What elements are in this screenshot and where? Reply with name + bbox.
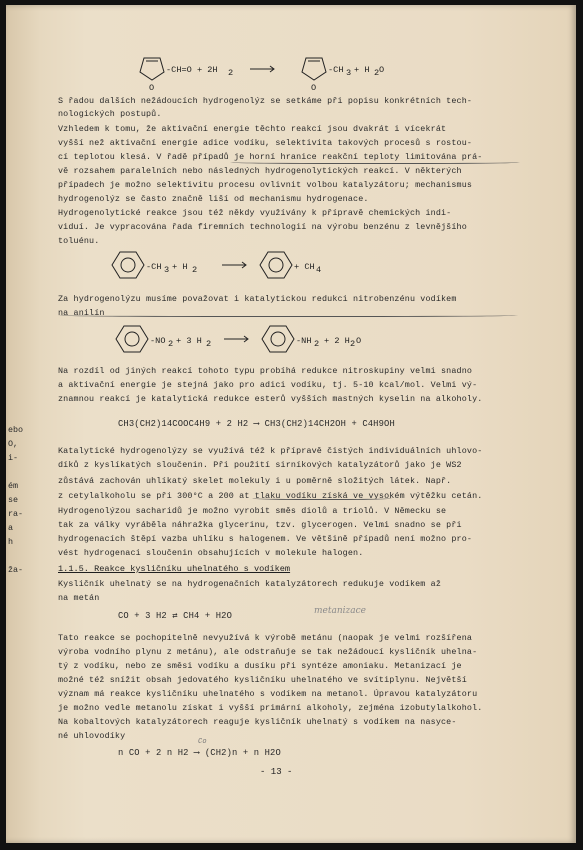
formula-text: -CH bbox=[146, 262, 162, 272]
margin-fragment: h bbox=[8, 537, 14, 547]
formula-methanation: CO + 3 H2 ⇄ CH4 + H2O bbox=[118, 611, 233, 621]
formula-nitrobenzene bbox=[114, 322, 414, 358]
formula-text: + H bbox=[172, 262, 188, 272]
text-line: nologických postupů. bbox=[58, 109, 162, 119]
margin-fragment: a bbox=[8, 523, 14, 533]
subscript: 2 bbox=[228, 68, 234, 78]
formula-ester-reduction: CH3(CH2)14COOC4H9 + 2 H2 ⟶ CH3(CH2)14CH2OH + C4H9OH bbox=[118, 419, 395, 429]
margin-fragment: ra- bbox=[8, 509, 24, 519]
pen-underline bbox=[252, 496, 392, 500]
formula-text: O bbox=[356, 336, 362, 346]
reaction-arrow bbox=[224, 336, 248, 342]
text-line: zůstává zachován uhlíkatý skelet molekuly i u poměrně složitých látek. Např. bbox=[58, 476, 452, 486]
formula-text: -CH=O + 2H bbox=[166, 65, 218, 75]
text-line: případech je možno selektivitu procesu ovlivnit volbou katalyzátoru; mechanismus bbox=[58, 180, 473, 190]
margin-fragment: i- bbox=[8, 453, 19, 463]
formula-text: -NO bbox=[150, 336, 166, 346]
margin-fragment: ža- bbox=[8, 565, 24, 575]
reaction-arrow bbox=[250, 66, 274, 72]
text-line: S řadou dalších nežádoucích hydrogenolýz se setkáme při popisu konkrétních tech- bbox=[58, 96, 473, 106]
formula-text: + 2 H bbox=[324, 336, 350, 346]
text-line: tak za války vyráběla náhražka glycerinu, tzv. glycerogen. Velmi snadno se při bbox=[58, 520, 462, 530]
margin-fragment: O, bbox=[8, 439, 19, 449]
text-line: Na rozdíl od jiných reakcí tohoto typu probíhá redukce nitroskupiny velmi snadno bbox=[58, 366, 473, 376]
formula-text: O bbox=[379, 65, 385, 75]
text-line: díků z kyslíkatých sloučenin. Při použití sirníkových katalyzátorů jako je WS2 bbox=[58, 460, 462, 470]
text-line: Na kobaltových katalyzátorech reaguje kysličník uhelnatý s vodíkem na nasyce- bbox=[58, 717, 457, 727]
text-line: vyšší než aktivační energie adice vodíku, selektivita takových procesů s rostou- bbox=[58, 138, 473, 148]
text-line: né uhlovodíky bbox=[58, 731, 126, 741]
text-line: na anilín bbox=[58, 308, 105, 318]
formula-text: + 3 H bbox=[176, 336, 202, 346]
subscript: 3 bbox=[346, 68, 352, 78]
ring-oxygen-right: O bbox=[311, 83, 317, 92]
text-line: Za hydrogenolýzu musíme považovat i katalytickou redukci nitrobenzénu vodíkem bbox=[58, 294, 457, 304]
text-line: z cetylalkoholu se při 300°C a 200 at tlaku vodíku získá ve vysokém výtěžku cetán. bbox=[58, 491, 483, 501]
margin-fragment: ém bbox=[8, 481, 19, 491]
subscript: 3 bbox=[164, 265, 170, 275]
benzene-ring bbox=[116, 326, 148, 352]
formula-text: + H bbox=[354, 65, 370, 75]
subscript: 2 bbox=[350, 339, 356, 349]
text-line: cí teplotou klesá. V řadě případů je horní hranice reakční teploty limitována prá- bbox=[58, 152, 483, 162]
text-line: Katalytické hydrogenolýzy se využívá též k přípravě čistých individuálních uhlovo- bbox=[58, 446, 483, 456]
text-line: toluénu. bbox=[58, 236, 100, 246]
subscript: 2 bbox=[314, 339, 320, 349]
section-heading: 1.1.5. Reakce kysličníku uhelnatého s vodíkem bbox=[58, 564, 291, 574]
subscript: 4 bbox=[316, 265, 322, 275]
text-line: Kysličník uhelnatý se na hydrogenačních katalyzátorech redukuje vodíkem až bbox=[58, 579, 442, 589]
benzene-ring bbox=[260, 252, 292, 278]
formula-text: -NH bbox=[296, 336, 312, 346]
text-line: Tato reakce se pochopitelně nevyužívá k výrobě metánu (naopak je velmi rozšířena bbox=[58, 633, 473, 643]
pencil-annotation: metanizace bbox=[314, 606, 366, 616]
subscript: 2 bbox=[206, 339, 212, 349]
benzene-ring bbox=[112, 252, 144, 278]
text-line: výroba vodního plynu z metánu), ale odstraňuje se tak nežádoucí kysličník uhelna- bbox=[58, 647, 478, 657]
text-line: hydrogenolýz se často značně liší od mechanismu hydrogenace. bbox=[58, 194, 369, 204]
benzene-ring bbox=[262, 326, 294, 352]
formula-text: + CH bbox=[294, 262, 315, 272]
text-line: vě rozsahem paralelních nebo následných hydrogenolytických reakcí. V některých bbox=[58, 166, 462, 176]
catalyst-over-arrow: Co bbox=[198, 738, 207, 746]
text-line: možné též snížit obsah jedovatého kysličníku uhelnatého ve svítiplynu. Největší bbox=[58, 675, 467, 685]
reaction-arrow bbox=[222, 262, 246, 268]
formula-toluene bbox=[110, 248, 350, 284]
text-line: Hydrogenolýzou sacharidů je možno vyrobit směs diolů a triolů. V Německu se bbox=[58, 506, 447, 516]
text-line: viduí. Je vypracována řada firemních technologií na výrobu benzénu z levnějšího bbox=[58, 222, 467, 232]
text-line: a aktivační energie je stejná jako pro adici vodíku, tj. 5-10 kcal/mol. Velmi vý- bbox=[58, 380, 478, 390]
text-line: je možno vedle metanolu získat i vyšší primární alkoholy, zejména izobutylalkohol. bbox=[58, 703, 483, 713]
text-line: vést hydrogenaci sloučenin obsahujících v molekule halogen. bbox=[58, 548, 364, 558]
text-line: význam má reakce kysličníku uhelnatého s vodíkem na metanol. Úpravou katalyzátoru bbox=[58, 689, 478, 699]
margin-fragment: ebo bbox=[8, 425, 24, 435]
furan-ring-left bbox=[140, 58, 164, 80]
margin-fragment: se bbox=[8, 495, 19, 505]
ring-oxygen-left: O bbox=[149, 83, 155, 92]
subscript: 2 bbox=[168, 339, 174, 349]
page-number: - 13 - bbox=[260, 767, 293, 777]
pen-underline bbox=[230, 160, 520, 164]
furan-ring-right bbox=[302, 58, 326, 80]
subscript: 2 bbox=[374, 68, 380, 78]
formula-text: -CH bbox=[328, 65, 344, 75]
pen-underline bbox=[58, 313, 518, 317]
text-line: tý z vodíku, nebo ze směsi vodíku a dusíku při syntéze amoniaku. Metanizací je bbox=[58, 661, 462, 671]
formula-fischer-tropsch: n CO + 2 n H2 ⟶ (CH2)n + n H2O bbox=[118, 748, 281, 758]
text-line: znamnou reakcí je katalytická redukce esterů vyšších mastných kyselin na alkoholy. bbox=[58, 394, 483, 404]
text-line: Hydrogenolytické reakce jsou též někdy využívány k přípravě chemických indi- bbox=[58, 208, 452, 218]
text-line: hydrogenacích štěpí vazba uhlíku s halogenem. Ve většině případů není možno pro- bbox=[58, 534, 473, 544]
text-line: na metán bbox=[58, 593, 100, 603]
formula-furfural bbox=[132, 52, 412, 92]
text-line: Vzhledem k tomu, že aktivační energie těchto reakcí jsou dvakrát i vícekrát bbox=[58, 124, 447, 134]
subscript: 2 bbox=[192, 265, 198, 275]
